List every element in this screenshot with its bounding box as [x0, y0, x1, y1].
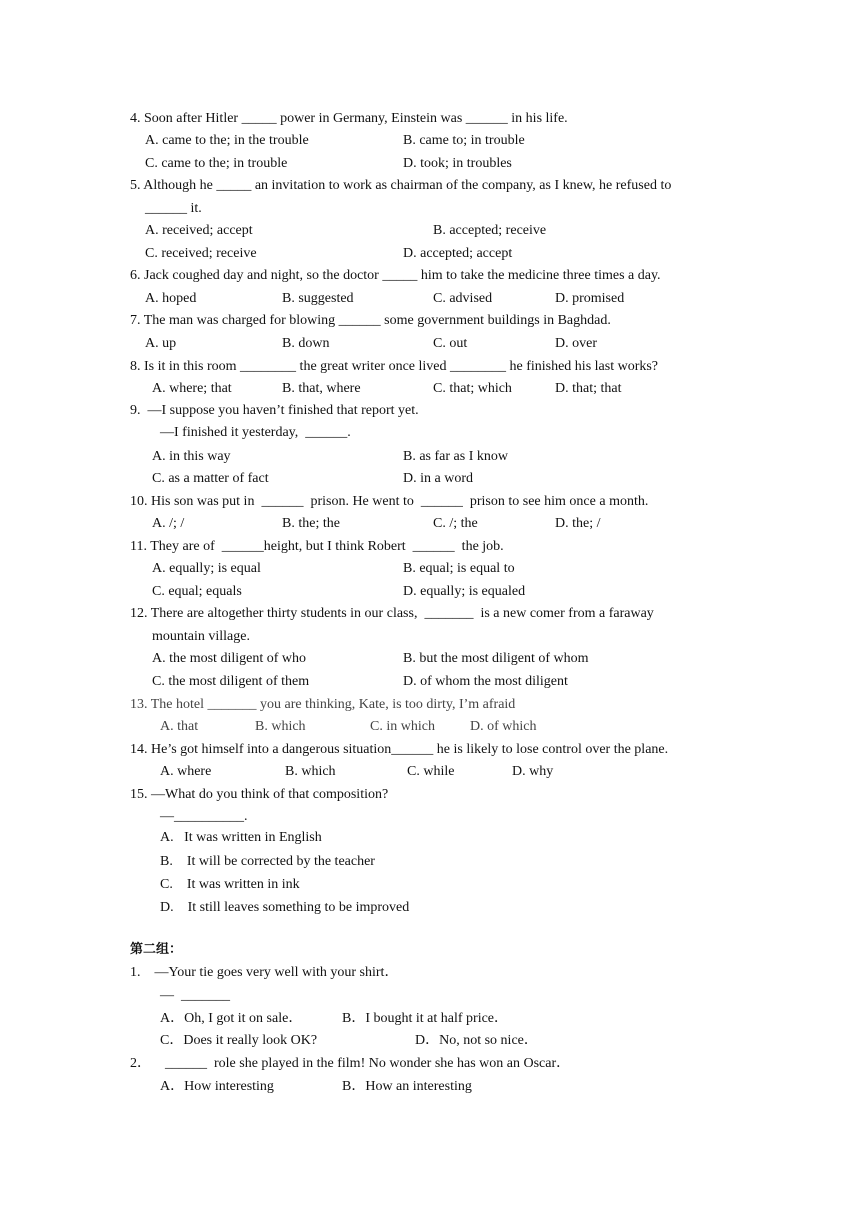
question-8-option-d: D. that; that: [555, 381, 622, 396]
question-13-option-d: D. of which: [470, 719, 537, 734]
question-6-option-a: A. hoped: [145, 291, 197, 306]
question-10-option-d: D. the; /: [555, 516, 601, 531]
question-9-stem: 9. —I suppose you haven’t finished that report yet.: [130, 403, 419, 418]
question-9-option-c: C. as a matter of fact: [152, 471, 269, 486]
group-2-question-1-option-b: B．I bought it at half price．: [342, 1011, 509, 1026]
question-10-option-b: B. the; the: [282, 516, 340, 531]
group-2-question-1-option-a: A．Oh, I got it on sale．: [160, 1011, 303, 1026]
question-11-stem: 11. They are of ______height, but I think Robert ______ the job.: [130, 539, 504, 554]
question-8-option-c: C. that; which: [433, 381, 512, 396]
question-6-stem: 6. Jack coughed day and night, so the doctor _____ him to take the medicine three times a day.: [130, 268, 661, 283]
group-2-question-1-option-d: D．No, not so nice．: [415, 1033, 538, 1048]
group-2-question-2-stem: 2． ______ role she played in the film! No wonder she has won an Oscar．: [130, 1056, 571, 1071]
question-13-stem: 13. The hotel _______ you are thinking, Kate, is too dirty, I’m afraid: [130, 697, 516, 712]
question-4-option-d: D. took; in troubles: [403, 156, 512, 171]
question-4-option-c: C. came to the; in trouble: [145, 156, 288, 171]
group-2-question-2-option-b: B．How an interesting: [342, 1079, 472, 1094]
question-7-option-a: A. up: [145, 336, 177, 351]
question-5-stem-cont: ______ it.: [145, 201, 202, 216]
question-6-option-d: D. promised: [555, 291, 625, 306]
question-15-option-b: B. It will be corrected by the teacher: [160, 854, 375, 869]
question-9-stem-cont: —I finished it yesterday, ______.: [160, 425, 351, 440]
question-5-option-a: A. received; accept: [145, 223, 253, 238]
group-2-question-2-option-a: A．How interesting: [160, 1079, 274, 1094]
question-14-option-b: B. which: [285, 764, 336, 779]
question-5-stem: 5. Although he _____ an invitation to work as chairman of the company, as I knew, he refused to: [130, 178, 672, 193]
question-8-option-a: A. where; that: [152, 381, 232, 396]
question-10-option-a: A. /; /: [152, 516, 185, 531]
question-12-option-c: C. the most diligent of them: [152, 674, 310, 689]
question-12-option-b: B. but the most diligent of whom: [403, 651, 589, 666]
question-6-option-c: C. advised: [433, 291, 493, 306]
question-15-option-d: D. It still leaves something to be improved: [160, 900, 410, 915]
question-8-stem: 8. Is it in this room ________ the great writer once lived ________ he finished his last works?: [130, 359, 659, 374]
group-2-question-1-stem: 1. —Your tie goes very well with your shirt．: [130, 965, 399, 980]
question-11-option-a: A. equally; is equal: [152, 561, 261, 576]
question-4-option-b: B. came to; in trouble: [403, 133, 525, 148]
question-7-option-c: C. out: [433, 336, 468, 351]
question-12-stem-cont: mountain village.: [152, 629, 250, 644]
question-12-option-a: A. the most diligent of who: [152, 651, 306, 666]
group-2-question-1-option-c: C．Does it really look OK?: [160, 1033, 318, 1048]
question-10-stem: 10. His son was put in ______ prison. He went to ______ prison to see him once a month.: [130, 494, 649, 509]
question-11-option-c: C. equal; equals: [152, 584, 242, 599]
question-13-option-c: C. in which: [370, 719, 435, 734]
question-15-option-c: C. It was written in ink: [160, 877, 300, 892]
question-14-option-a: A. where: [160, 764, 212, 779]
question-14-option-d: D. why: [512, 764, 554, 779]
question-6-option-b: B. suggested: [282, 291, 354, 306]
question-9-option-a: A. in this way: [152, 449, 231, 464]
question-15-stem: 15. —What do you think of that composition?: [130, 787, 389, 802]
question-9-option-b: B. as far as I know: [403, 449, 508, 464]
question-7-stem: 7. The man was charged for blowing ______ some government buildings in Baghdad.: [130, 313, 611, 328]
question-5-option-c: C. received; receive: [145, 246, 257, 261]
question-14-stem: 14. He’s got himself into a dangerous situation______ he is likely to lose control over the plane.: [130, 742, 669, 757]
question-8-option-b: B. that, where: [282, 381, 361, 396]
question-4-option-a: A. came to the; in the trouble: [145, 133, 309, 148]
question-7-option-d: D. over: [555, 336, 597, 351]
question-4-stem: 4. Soon after Hitler _____ power in Germany, Einstein was ______ in his life.: [130, 111, 568, 126]
question-7-option-b: B. down: [282, 336, 330, 351]
question-13-option-a: A. that: [160, 719, 199, 734]
question-14-option-c: C. while: [407, 764, 455, 779]
question-12-option-d: D. of whom the most diligent: [403, 674, 568, 689]
group-2-question-1-stem-cont: — _______: [160, 988, 230, 1003]
question-10-option-c: C. /; the: [433, 516, 478, 531]
question-15-option-a: A. It was written in English: [160, 830, 322, 845]
group-2-heading: 第二组：: [130, 942, 183, 957]
question-12-stem: 12. There are altogether thirty students in our class, _______ is a new comer from a faraway: [130, 606, 654, 621]
question-5-option-d: D. accepted; accept: [403, 246, 513, 261]
question-5-option-b: B. accepted; receive: [433, 223, 547, 238]
question-11-option-d: D. equally; is equaled: [403, 584, 526, 599]
question-11-option-b: B. equal; is equal to: [403, 561, 515, 576]
question-9-option-d: D. in a word: [403, 471, 473, 486]
question-13-option-b: B. which: [255, 719, 306, 734]
question-15-stem-cont: —__________.: [160, 809, 248, 824]
